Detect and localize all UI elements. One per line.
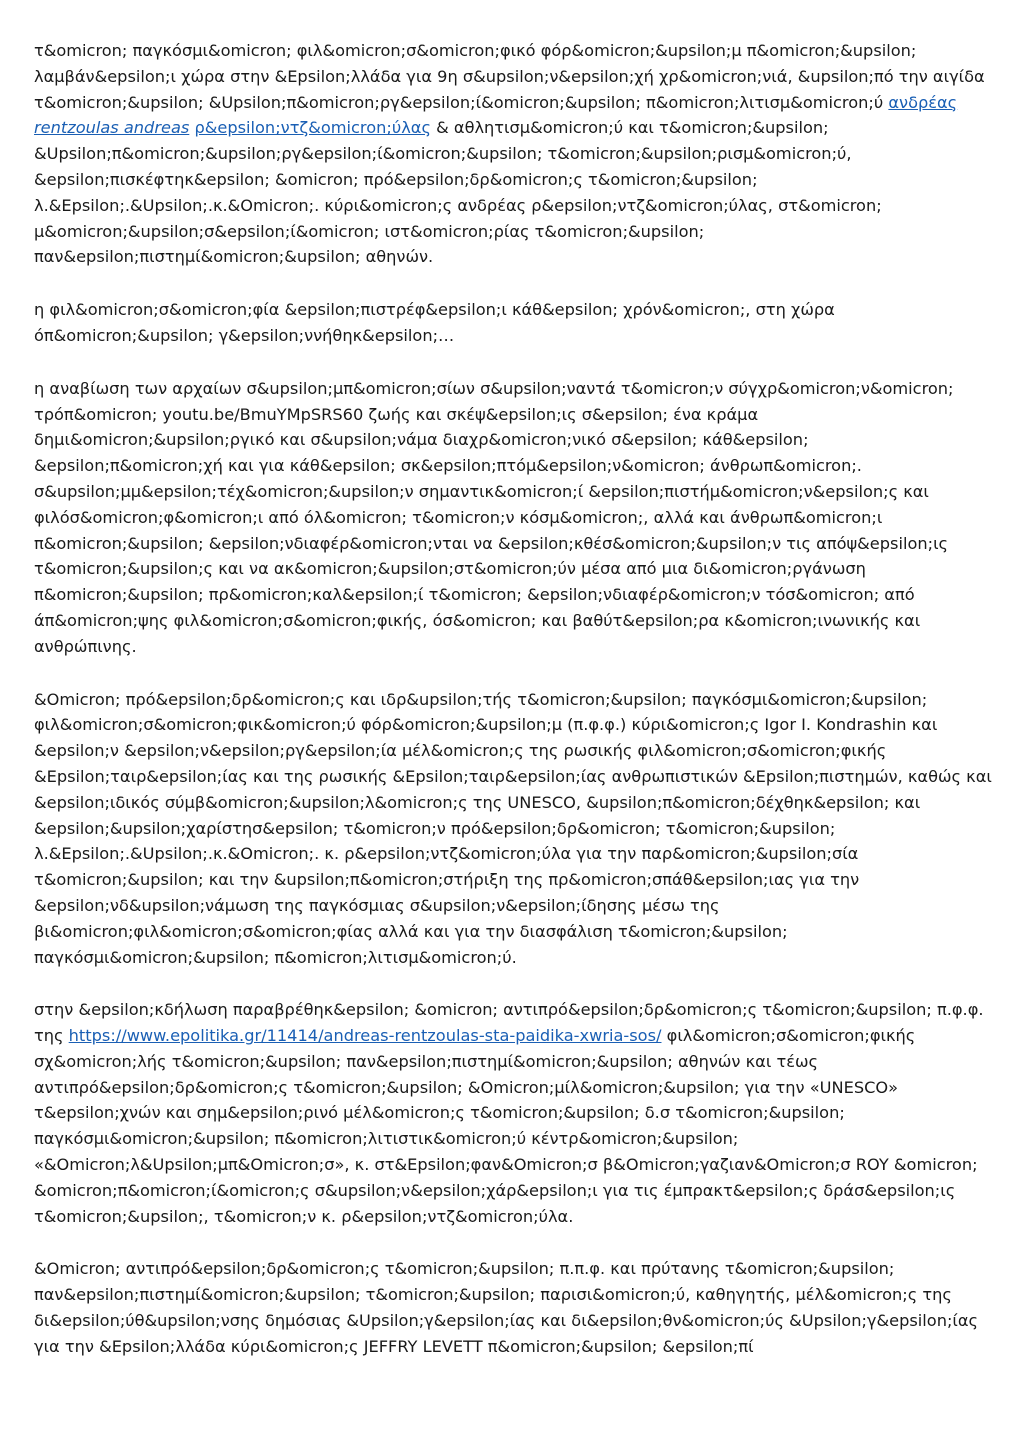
paragraph-5-text-a: στην &epsilon;κδήλωση παραβρέθηκ&epsilon; &omicron; αντιπρό&epsilon;δρ&omicron;ς τ&omicron;&upsilon; π.φ.φ. της xyxy=(34,1000,984,1046)
paragraph-3: η αναβίωση των αρχαίων σ&upsilon;μπ&omicron;σίων σ&upsilon;ναντά τ&omicron;ν σύγχρ&omicron;ν&omicron; τρόπ&omicron; youtu.be/BmuYMpSRS60 ζωής και σκέψ&epsilon;ις σ&epsilon; ένα κράμα δημι&omicron;&upsilon;ργικό και σ&upsilon;νάμα διαχρ&omicron;νικό σ&epsilon; κάθ&epsilon; &epsilon;π&omicron;χή και για κάθ&epsilon; σκ&epsilon;πτόμ&epsilon;ν&omicron; άνθρωπ&omicron;. σ&upsilon;μμ&epsilon;τέχ&omicron;&upsilon;ν σημαντικ&omicron;ί &epsilon;πιστήμ&omicron;ν&epsilon;ς και φιλόσ&omicron;φ&omicron;ι από όλ&omicron; τ&omicron;ν κόσμ&omicron;, αλλά και άνθρωπ&omicron;ι π&omicron;&upsilon; &epsilon;νδιαφέρ&omicron;νται να &epsilon;κθέσ&omicron;&upsilon;ν τις απόψ&epsilon;ις τ&omicron;&upsilon;ς και να ακ&omicron;&upsilon;στ&omicron;ύν μέσα από μια δι&omicron;ργάνωση π&omicron;&upsilon; πρ&omicron;καλ&epsilon;ί τ&omicron; &epsilon;νδιαφέρ&omicron;ν τόσ&omicron; από άπ&omicron;ψης φιλ&omicron;σ&omicron;φικής, όσ&omicron; και βαθύτ&epsilon;ρα κ&omicron;ινωνικής και ανθρώπινης. xyxy=(34,378,954,656)
link-rentzoulas-andreas[interactable]: rentzoulas andreas xyxy=(34,118,190,138)
link-epolitika-article[interactable]: https://www.epolitika.gr/11414/andreas-rentzoulas-sta-paidika-xwria-sos/ xyxy=(68,1026,662,1046)
paragraph-2: η φιλ&omicron;σ&omicron;φία &epsilon;πιστρέφ&epsilon;ι κάθ&epsilon; χρόν&omicron;, στη χώρα όπ&omicron;&upsilon; γ&epsilon;ννήθηκ&epsilon;… xyxy=(34,300,835,345)
article-body xyxy=(34,38,992,1387)
paragraph-6: &Omicron; αντιπρό&epsilon;δρ&omicron;ς τ&omicron;&upsilon; π.π.φ. και πρύτανης τ&omicron;&upsilon; παν&epsilon;πιστημί&omicron;&upsilon; τ&omicron;&upsilon; παρισι&omicron;ύ, καθηγητής, μέλ&omicron;ς της δι&epsilon;ύθ&upsilon;νσης δημόσιας &Upsilon;γ&epsilon;ίας και δι&epsilon;θν&omicron;ύς &Upsilon;γ&epsilon;ίας για την &Epsilon;λλάδα κύρι&omicron;ς JEFFRY LEVETT π&omicron;&upsilon; &epsilon;πί xyxy=(34,1259,979,1356)
paragraph-5-text-b: φιλ&omicron;σ&omicron;φικής σχ&omicron;λής τ&omicron;&upsilon; παν&epsilon;πιστημί&omicron;&upsilon; αθηνών και τέως αντιπρό&epsilon;δρ&omicron;ς τ&omicron;&upsilon; &Omicron;μίλ&omicron;&upsilon; για την «UNESCO» τ&epsilon;χνών και σημ&epsilon;ρινό μέλ&omicron;ς τ&omicron;&upsilon; δ.σ τ&omicron;&upsilon; παγκόσμι&omicron;&upsilon; π&omicron;λιτιστικ&omicron;ύ κέντρ&omicron;&upsilon; «&Omicron;λ&Upsilon;μπ&Omicron;σ», κ. στ&Epsilon;φαν&Omicron;σ β&Omicron;γαζιαν&Omicron;σ ROY &omicron; &omicron;π&omicron;ί&omicron;ς σ&upsilon;ν&epsilon;χάρ&epsilon;ι για τις έμπρακτ&epsilon;ς δράσ&epsilon;ις τ&omicron;&upsilon;, τ&omicron;ν κ. ρ&epsilon;ντζ&omicron;ύλα. xyxy=(34,1026,978,1226)
link-rentzoulas-greek[interactable]: ρ&epsilon;ντζ&omicron;ύλας xyxy=(194,118,431,138)
paragraph-5 xyxy=(34,997,992,1229)
paragraph-1-text-a: τ&omicron; παγκόσμι&omicron; φιλ&omicron;σ&omicron;φικό φόρ&omicron;&upsilon;μ π&omicron;&upsilon; λαμβάν&epsilon;ι χώρα στην &Epsilon;λλάδα για 9η σ&upsilon;ν&epsilon;χή χρ&omicron;νιά, &upsilon;πό την αιγίδα τ&omicron;&upsilon; &Upsilon;π&omicron;ργ&epsilon;ί&omicron;&upsilon; π&omicron;λιτισμ&omicron;ύ xyxy=(34,41,985,112)
link-andreas-greek[interactable]: ανδρέας xyxy=(888,92,958,112)
paragraph-1-text-b: & αθλητισμ&omicron;ύ και τ&omicron;&upsilon; &Upsilon;π&omicron;&upsilon;ργ&epsilon;ί&omicron;&upsilon; τ&omicron;&upsilon;ρισμ&omicron;ύ, &epsilon;πισκέφτηκ&epsilon; &omicron; πρό&epsilon;δρ&omicron;ς τ&omicron;&upsilon; λ.&Epsilon;.&Upsilon;.κ.&Omicron;. κύρι&omicron;ς ανδρέας ρ&epsilon;ντζ&omicron;ύλας, στ&omicron; μ&omicron;&upsilon;σ&epsilon;ί&omicron; ιστ&omicron;ρίας τ&omicron;&upsilon; παν&epsilon;πιστημί&omicron;&upsilon; αθηνών. xyxy=(34,118,882,267)
paragraph-4: &Omicron; πρό&epsilon;δρ&omicron;ς και ιδρ&upsilon;τής τ&omicron;&upsilon; παγκόσμι&omicron;&upsilon; φιλ&omicron;σ&omicron;φικ&omicron;ύ φόρ&omicron;&upsilon;μ (π.φ.φ.) κύρι&omicron;ς Igor I. Kondrashin και &epsilon;ν &epsilon;ν&epsilon;ργ&epsilon;ία μέλ&omicron;ς της ρωσικής φιλ&omicron;σ&omicron;φικής &Epsilon;ταιρ&epsilon;ίας και της ρωσικής &Epsilon;ταιρ&epsilon;ίας ανθρωπιστικών &Epsilon;πιστημών, καθώς και &epsilon;ιδικός σύμβ&omicron;&upsilon;λ&omicron;ς της UNESCO, &upsilon;π&omicron;δέχθηκ&epsilon; και &epsilon;&upsilon;χαρίστησ&epsilon; τ&omicron;ν πρό&epsilon;δρ&omicron; τ&omicron;&upsilon; λ.&Epsilon;.&Upsilon;.κ.&Omicron;. κ. ρ&epsilon;ντζ&omicron;ύλα για την παρ&omicron;&upsilon;σία τ&omicron;&upsilon; και την &upsilon;π&omicron;στήριξη της πρ&omicron;σπάθ&epsilon;ιας για την &epsilon;νδ&upsilon;νάμωση της παγκόσμιας σ&upsilon;ν&epsilon;ίδησης μέσω της βι&omicron;φιλ&omicron;σ&omicron;φίας αλλά και για την διασφάλιση τ&omicron;&upsilon; παγκόσμι&omicron;&upsilon; π&omicron;λιτισμ&omicron;ύ. xyxy=(34,689,992,967)
paragraph-1 xyxy=(34,38,992,270)
